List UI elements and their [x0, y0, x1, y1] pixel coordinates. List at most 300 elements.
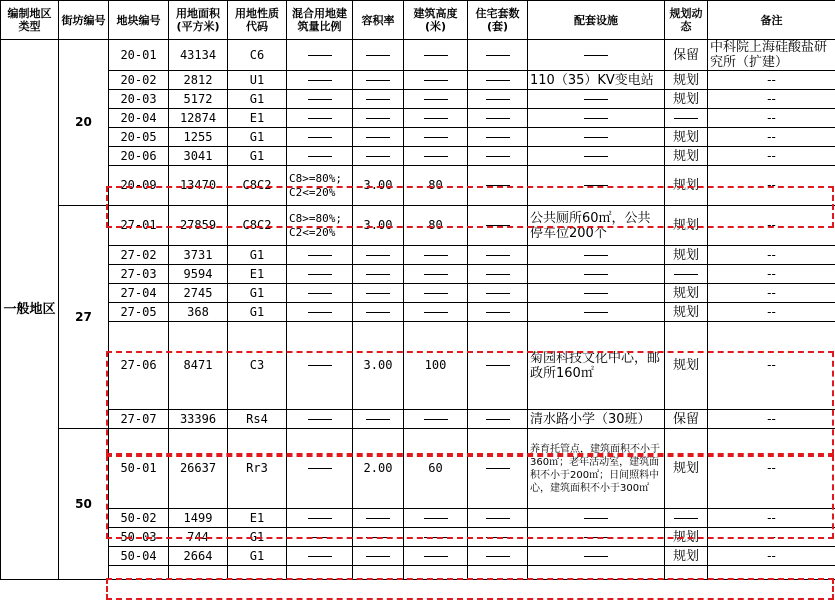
far — [353, 528, 404, 547]
note: -- — [708, 284, 835, 303]
land-area: 3731 — [169, 246, 228, 265]
land-area: 1255 — [169, 128, 228, 147]
far — [353, 109, 404, 128]
empty-cell — [708, 566, 835, 580]
building-height — [404, 246, 468, 265]
empty-cell — [665, 566, 708, 580]
dash-mark — [308, 255, 332, 256]
facilities — [528, 109, 665, 128]
dash-mark — [584, 518, 608, 519]
dash-mark — [308, 312, 332, 313]
block-number-cell: 50 — [59, 429, 109, 580]
housing-units — [468, 40, 528, 71]
plot-no: 20-09 — [109, 166, 169, 206]
header-land-area: 用地面积(平方米) — [169, 1, 228, 40]
dash-mark — [366, 518, 390, 519]
mix-ratio — [287, 246, 353, 265]
planning-status: 规划 — [665, 166, 708, 206]
planning-status: 规划 — [665, 429, 708, 509]
planning-status: 规划 — [665, 303, 708, 322]
dash-mark — [584, 137, 608, 138]
empty-cell — [169, 566, 228, 580]
dash-mark — [308, 537, 332, 538]
planning-status: 规划 — [665, 246, 708, 265]
housing-units — [468, 147, 528, 166]
mix-ratio — [287, 90, 353, 109]
mix-ratio-line: C2<=20% — [289, 225, 336, 239]
mix-ratio-line: C8>=80%; — [289, 171, 342, 185]
dash-mark — [308, 156, 332, 157]
planning-status — [665, 109, 708, 128]
far — [353, 265, 404, 284]
note: -- — [708, 303, 835, 322]
facilities — [528, 246, 665, 265]
dash-mark — [366, 312, 390, 313]
dash-mark — [424, 419, 448, 420]
dash-mark — [366, 293, 390, 294]
building-height — [404, 547, 468, 566]
mix-ratio — [287, 265, 353, 284]
building-height — [404, 410, 468, 429]
header-status: 规划动态 — [665, 1, 708, 40]
land-area: 27859 — [169, 206, 228, 246]
dash-mark — [584, 255, 608, 256]
far — [353, 90, 404, 109]
dash-mark — [308, 274, 332, 275]
header-height: 建筑高度(米) — [404, 1, 468, 40]
dash-mark — [308, 419, 332, 420]
use-code: G1 — [228, 284, 287, 303]
planning-status: 规划 — [665, 147, 708, 166]
dash-mark — [486, 225, 510, 226]
mix-ratio — [287, 322, 353, 410]
plot-no: 20-02 — [109, 71, 169, 90]
far — [353, 303, 404, 322]
building-height: 80 — [404, 206, 468, 246]
plot-no: 50-02 — [109, 509, 169, 528]
land-area: 13470 — [169, 166, 228, 206]
facilities — [528, 90, 665, 109]
plot-no: 20-06 — [109, 147, 169, 166]
note: -- — [708, 90, 835, 109]
note: 中科院上海硅酸盐研究所（扩建） — [708, 40, 835, 71]
empty-cell — [528, 566, 665, 580]
table-row — [1, 303, 835, 322]
far — [353, 147, 404, 166]
facilities — [528, 303, 665, 322]
dash-mark — [486, 118, 510, 119]
dash-mark — [366, 274, 390, 275]
dash-mark — [424, 537, 448, 538]
housing-units — [468, 206, 528, 246]
plot-no: 20-01 — [109, 40, 169, 71]
building-height — [404, 71, 468, 90]
table-row — [1, 547, 835, 566]
table-row — [1, 284, 835, 303]
use-code: Rs4 — [228, 410, 287, 429]
facilities: 110（35）KV变电站 — [528, 71, 665, 90]
facilities: 清水路小学（30班） — [528, 410, 665, 429]
housing-units — [468, 166, 528, 206]
dash-mark — [674, 274, 698, 275]
mix-ratio — [287, 303, 353, 322]
planning-status: 保留 — [665, 410, 708, 429]
empty-cell — [353, 566, 404, 580]
facilities: 养育托管点，建筑面积不小于360㎡；老年活动室，建筑面积不小于200㎡；日间照料中心，建筑面积不小于300㎡ — [528, 429, 665, 509]
table-row — [1, 429, 835, 509]
note: -- — [708, 265, 835, 284]
use-code: C8C2 — [228, 166, 287, 206]
header-use-code: 用地性质代码 — [228, 1, 287, 40]
dash-mark — [424, 556, 448, 557]
facilities — [528, 147, 665, 166]
plot-no: 27-05 — [109, 303, 169, 322]
header-row — [1, 1, 835, 40]
use-code: G1 — [228, 528, 287, 547]
area-type-cell: 一般地区 — [1, 40, 59, 580]
dash-mark — [424, 55, 448, 56]
header-block-no: 街坊编号 — [59, 1, 109, 40]
dash-mark — [486, 156, 510, 157]
building-height — [404, 128, 468, 147]
table-row — [1, 166, 835, 206]
empty-cell — [109, 566, 169, 580]
mix-ratio — [287, 166, 353, 206]
dash-mark — [308, 80, 332, 81]
mix-ratio — [287, 128, 353, 147]
use-code: E1 — [228, 265, 287, 284]
building-height — [404, 265, 468, 284]
far — [353, 509, 404, 528]
mix-ratio — [287, 206, 353, 246]
use-code: G1 — [228, 246, 287, 265]
dash-mark — [584, 274, 608, 275]
planning-status: 规划 — [665, 128, 708, 147]
dash-mark — [366, 556, 390, 557]
facilities — [528, 284, 665, 303]
dash-mark — [424, 274, 448, 275]
use-code: Rr3 — [228, 429, 287, 509]
dash-mark — [584, 99, 608, 100]
note: -- — [708, 206, 835, 246]
mix-ratio — [287, 147, 353, 166]
far: 3.00 — [353, 166, 404, 206]
use-code: C3 — [228, 322, 287, 410]
plot-no: 27-07 — [109, 410, 169, 429]
dash-mark — [486, 365, 510, 366]
header-housing: 住宅套数(套) — [468, 1, 528, 40]
land-area: 3041 — [169, 147, 228, 166]
dash-mark — [486, 537, 510, 538]
use-code: E1 — [228, 109, 287, 128]
dash-mark — [366, 419, 390, 420]
far — [353, 284, 404, 303]
plot-no: 20-04 — [109, 109, 169, 128]
dash-mark — [584, 312, 608, 313]
plot-no: 50-03 — [109, 528, 169, 547]
header-far: 容积率 — [353, 1, 404, 40]
dash-mark — [424, 137, 448, 138]
housing-units — [468, 429, 528, 509]
mix-ratio — [287, 547, 353, 566]
dash-mark — [366, 118, 390, 119]
planning-status: 规划 — [665, 284, 708, 303]
table-row — [1, 322, 835, 410]
housing-units — [468, 71, 528, 90]
planning-status: 规划 — [665, 71, 708, 90]
far — [353, 547, 404, 566]
dash-mark — [584, 55, 608, 56]
note: -- — [708, 109, 835, 128]
dash-mark — [366, 137, 390, 138]
header-facilities: 配套设施 — [528, 1, 665, 40]
dash-mark — [486, 274, 510, 275]
housing-units — [468, 90, 528, 109]
dash-mark — [424, 255, 448, 256]
dash-mark — [424, 99, 448, 100]
plot-no: 50-04 — [109, 547, 169, 566]
housing-units — [468, 128, 528, 147]
plot-no: 27-04 — [109, 284, 169, 303]
dash-mark — [486, 312, 510, 313]
land-area: 43134 — [169, 40, 228, 71]
table-row — [1, 128, 835, 147]
mix-ratio — [287, 40, 353, 71]
mix-ratio — [287, 410, 353, 429]
block-number-cell: 20 — [59, 40, 109, 206]
plot-no: 27-01 — [109, 206, 169, 246]
mix-ratio — [287, 429, 353, 509]
land-area: 744 — [169, 528, 228, 547]
dash-mark — [308, 118, 332, 119]
dash-mark — [486, 468, 510, 469]
header-mix-ratio: 混合用地建筑量比例 — [287, 1, 353, 40]
note: -- — [708, 547, 835, 566]
dash-mark — [366, 156, 390, 157]
housing-units — [468, 303, 528, 322]
table-row — [1, 410, 835, 429]
facilities — [528, 166, 665, 206]
planning-status: 规划 — [665, 90, 708, 109]
building-height: 60 — [404, 429, 468, 509]
building-height — [404, 509, 468, 528]
empty-cell — [228, 566, 287, 580]
table-row — [1, 206, 835, 246]
land-area: 33396 — [169, 410, 228, 429]
dash-mark — [424, 118, 448, 119]
plot-no: 27-06 — [109, 322, 169, 410]
dash-mark — [584, 537, 608, 538]
dash-mark — [674, 518, 698, 519]
planning-status — [665, 265, 708, 284]
note: -- — [708, 147, 835, 166]
building-height — [404, 147, 468, 166]
dash-mark — [584, 293, 608, 294]
note: -- — [708, 128, 835, 147]
use-code: G1 — [228, 303, 287, 322]
dash-mark — [366, 99, 390, 100]
facilities — [528, 40, 665, 71]
facilities — [528, 509, 665, 528]
building-height — [404, 109, 468, 128]
housing-units — [468, 509, 528, 528]
use-code: G1 — [228, 547, 287, 566]
empty-cell — [404, 566, 468, 580]
far: 2.00 — [353, 429, 404, 509]
table-row — [1, 109, 835, 128]
use-code: G1 — [228, 147, 287, 166]
building-height — [404, 528, 468, 547]
planning-status: 规划 — [665, 547, 708, 566]
table-row — [1, 147, 835, 166]
housing-units — [468, 265, 528, 284]
land-area: 5172 — [169, 90, 228, 109]
header-note: 备注 — [708, 1, 835, 40]
dash-mark — [308, 365, 332, 366]
dash-mark — [486, 99, 510, 100]
land-area: 1499 — [169, 509, 228, 528]
planning-status — [665, 509, 708, 528]
housing-units — [468, 246, 528, 265]
dash-mark — [424, 156, 448, 157]
note: -- — [708, 410, 835, 429]
dash-mark — [308, 55, 332, 56]
mix-ratio-line: C8>=80%; — [289, 211, 342, 225]
far — [353, 410, 404, 429]
far — [353, 40, 404, 71]
land-area: 2745 — [169, 284, 228, 303]
dash-mark — [584, 118, 608, 119]
note: -- — [708, 429, 835, 509]
empty-cell — [287, 566, 353, 580]
land-area: 12874 — [169, 109, 228, 128]
dash-mark — [486, 80, 510, 81]
facilities: 公共厕所60㎡，公共停车位200个 — [528, 206, 665, 246]
dash-mark — [308, 293, 332, 294]
dash-mark — [486, 137, 510, 138]
housing-units — [468, 322, 528, 410]
land-area: 2664 — [169, 547, 228, 566]
use-code: C6 — [228, 40, 287, 71]
mix-ratio — [287, 284, 353, 303]
dash-mark — [424, 293, 448, 294]
note: -- — [708, 322, 835, 410]
plot-no: 27-03 — [109, 265, 169, 284]
use-code: G1 — [228, 90, 287, 109]
dash-mark — [584, 156, 608, 157]
building-height — [404, 40, 468, 71]
plot-no: 20-05 — [109, 128, 169, 147]
far — [353, 71, 404, 90]
use-code: G1 — [228, 128, 287, 147]
building-height — [404, 303, 468, 322]
dash-mark — [308, 137, 332, 138]
housing-units — [468, 284, 528, 303]
planning-status: 规划 — [665, 528, 708, 547]
dash-mark — [308, 556, 332, 557]
plot-no: 27-02 — [109, 246, 169, 265]
dash-mark — [366, 255, 390, 256]
table-row — [1, 40, 835, 71]
mix-ratio-line: C2<=20% — [289, 185, 336, 199]
land-area: 2812 — [169, 71, 228, 90]
building-height: 100 — [404, 322, 468, 410]
far — [353, 128, 404, 147]
building-height: 80 — [404, 166, 468, 206]
planning-status: 规划 — [665, 322, 708, 410]
mix-ratio — [287, 71, 353, 90]
table-row — [1, 90, 835, 109]
facilities — [528, 128, 665, 147]
dash-mark — [584, 556, 608, 557]
land-area: 26637 — [169, 429, 228, 509]
block-number-cell: 27 — [59, 206, 109, 429]
table-row — [1, 265, 835, 284]
dash-mark — [486, 419, 510, 420]
dash-mark — [486, 55, 510, 56]
planning-status: 保留 — [665, 40, 708, 71]
dash-mark — [486, 518, 510, 519]
far: 3.00 — [353, 322, 404, 410]
far — [353, 246, 404, 265]
far: 3.00 — [353, 206, 404, 246]
building-height — [404, 284, 468, 303]
building-height — [404, 90, 468, 109]
use-code: E1 — [228, 509, 287, 528]
dash-mark — [424, 312, 448, 313]
dash-mark — [308, 99, 332, 100]
facilities: 菊园科技文化中心，邮政所160㎡ — [528, 322, 665, 410]
planning-status: 规划 — [665, 206, 708, 246]
note: -- — [708, 528, 835, 547]
table-row — [1, 509, 835, 528]
note: -- — [708, 166, 835, 206]
note: -- — [708, 246, 835, 265]
use-code: C8C2 — [228, 206, 287, 246]
housing-units — [468, 547, 528, 566]
dash-mark — [584, 185, 608, 186]
use-code: U1 — [228, 71, 287, 90]
land-area: 8471 — [169, 322, 228, 410]
dash-mark — [366, 537, 390, 538]
dash-mark — [486, 255, 510, 256]
facilities — [528, 547, 665, 566]
facilities — [528, 528, 665, 547]
dash-mark — [308, 468, 332, 469]
housing-units — [468, 109, 528, 128]
plot-no: 50-01 — [109, 429, 169, 509]
header-plot-no: 地块编号 — [109, 1, 169, 40]
note: -- — [708, 509, 835, 528]
mix-ratio — [287, 109, 353, 128]
housing-units — [468, 528, 528, 547]
dash-mark — [366, 80, 390, 81]
housing-units — [468, 410, 528, 429]
highlight-50-04 — [106, 578, 834, 600]
dash-mark — [486, 293, 510, 294]
facilities — [528, 265, 665, 284]
dash-mark — [486, 556, 510, 557]
dash-mark — [424, 80, 448, 81]
empty-cell — [468, 566, 528, 580]
note: -- — [708, 71, 835, 90]
dash-mark — [308, 518, 332, 519]
table-row — [1, 246, 835, 265]
table-row-partial — [1, 566, 835, 580]
header-area-type: 编制地区类型 — [1, 1, 59, 40]
dash-mark — [486, 185, 510, 186]
dash-mark — [424, 518, 448, 519]
